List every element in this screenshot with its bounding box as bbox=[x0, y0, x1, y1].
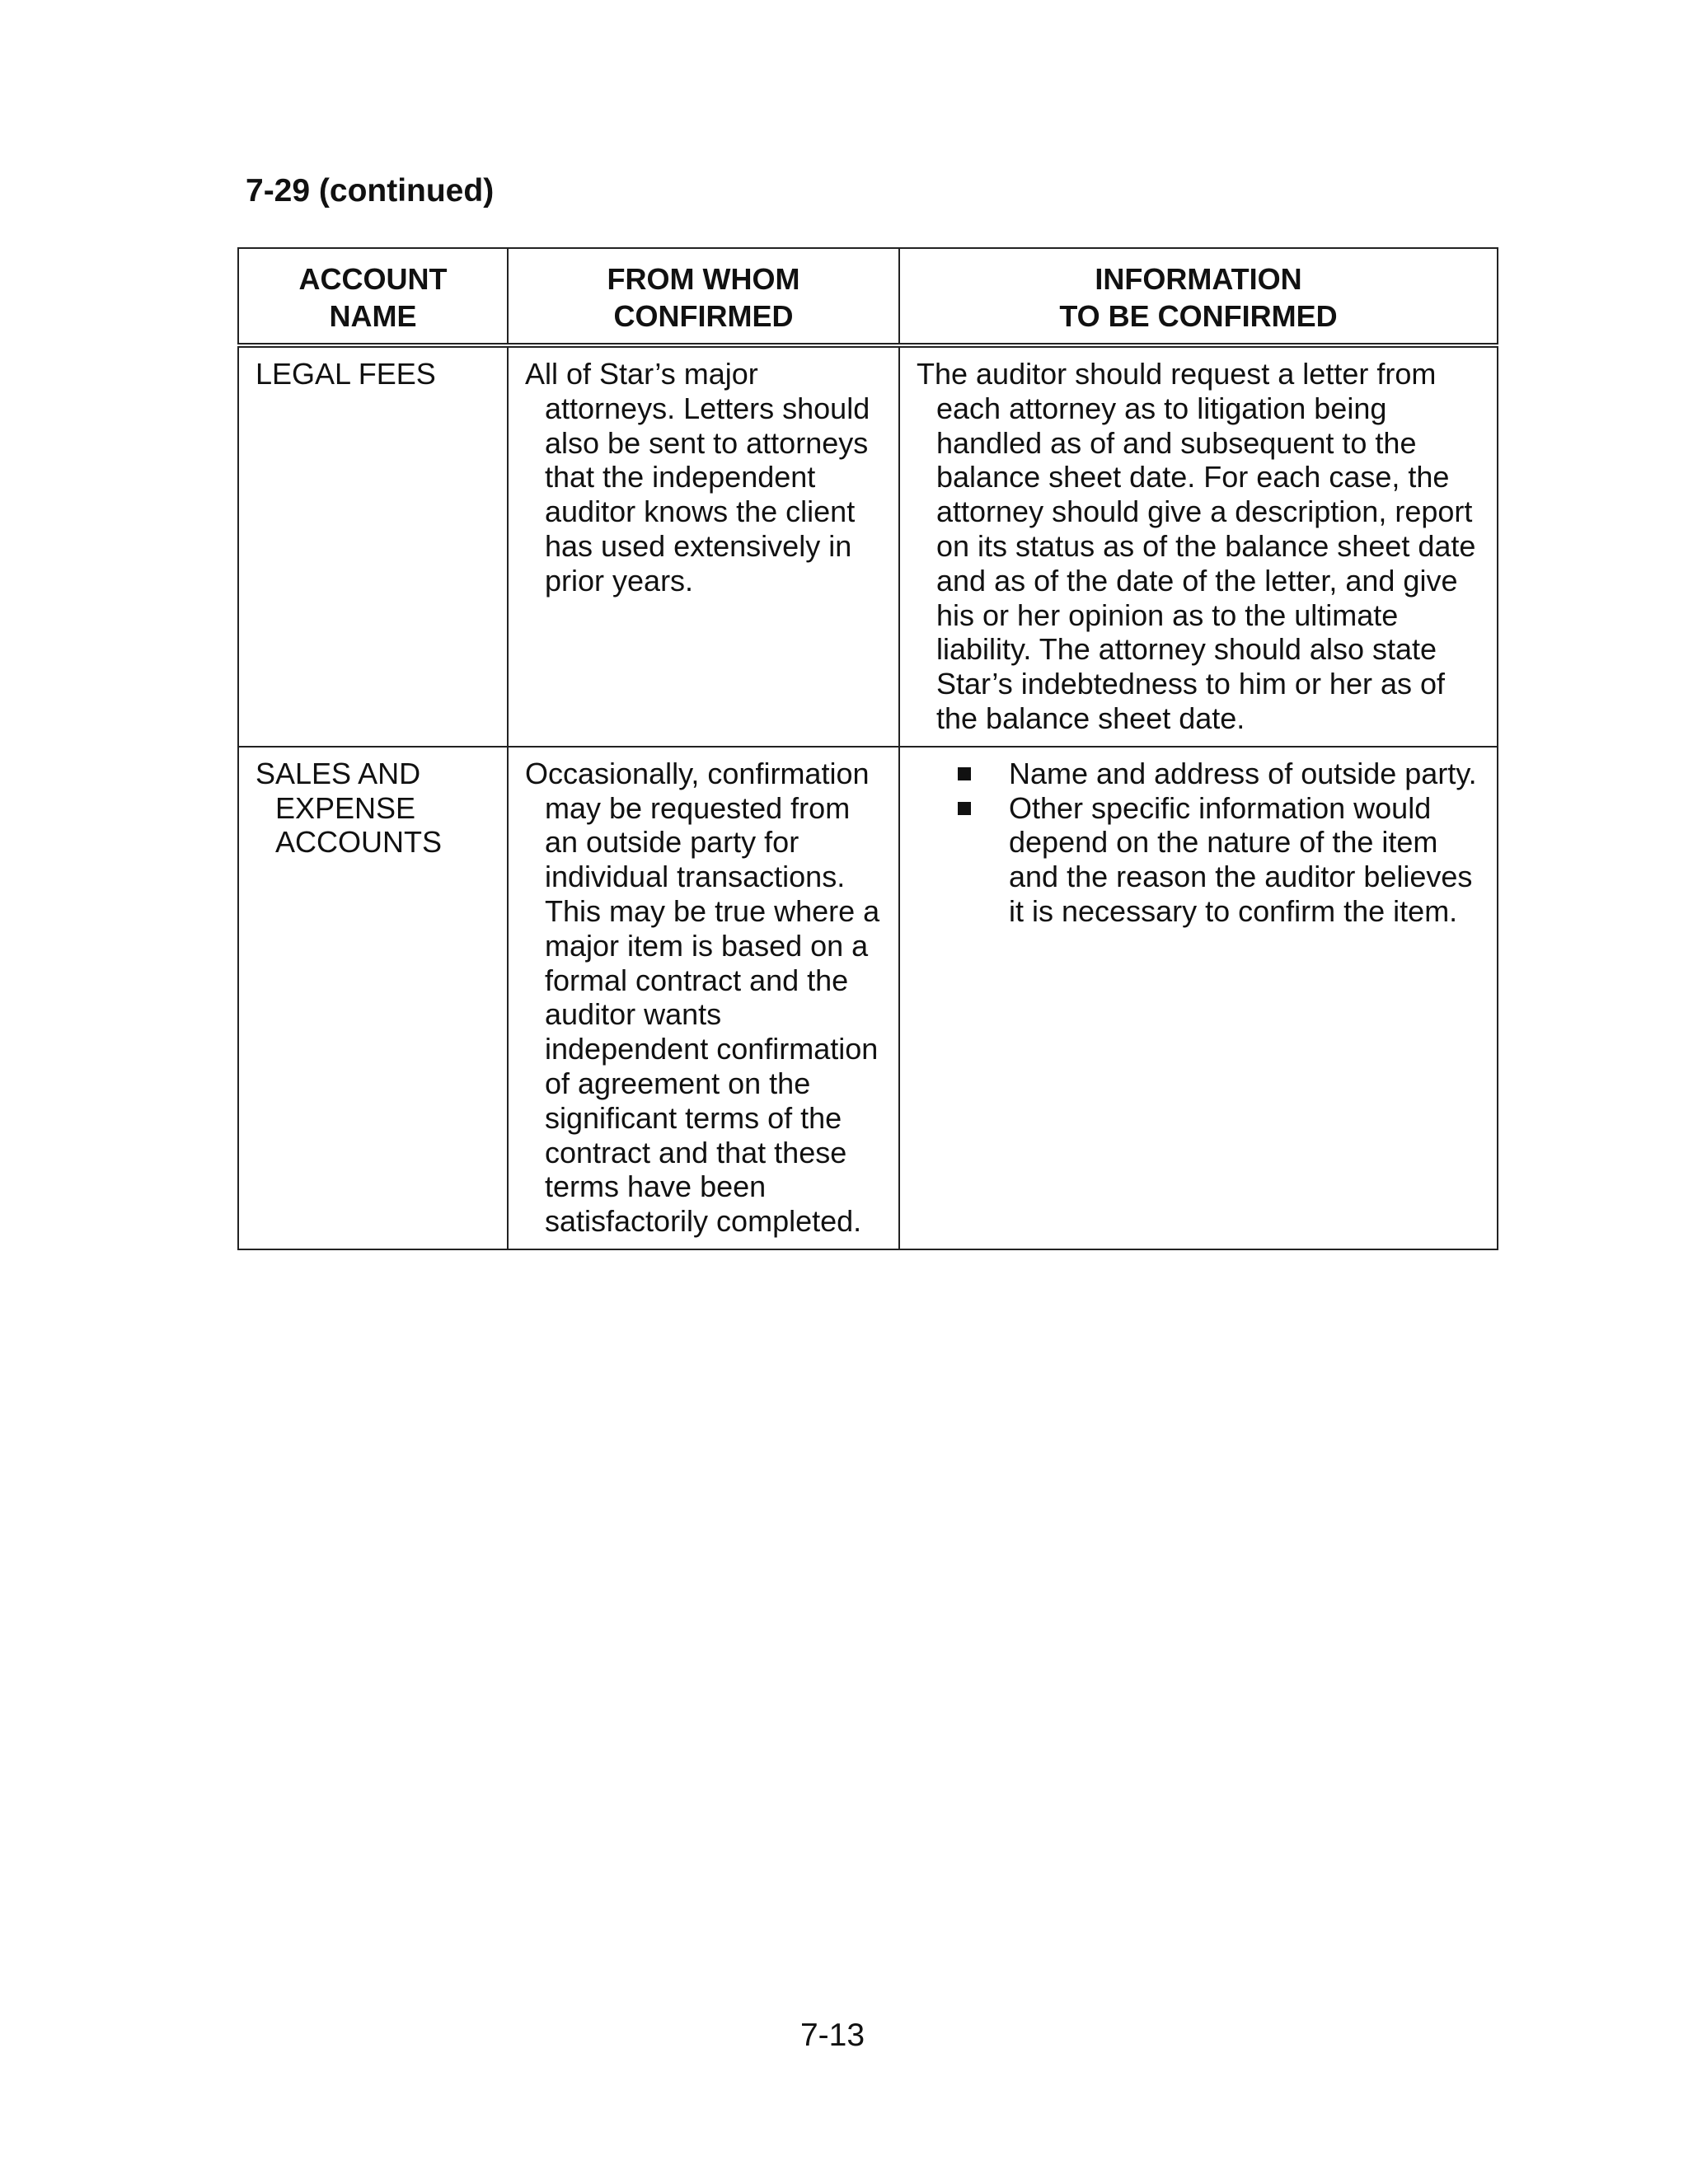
page-heading: 7-29 (continued) bbox=[246, 173, 495, 209]
header-line: CONFIRMED bbox=[613, 299, 794, 333]
header-line: NAME bbox=[329, 299, 417, 333]
account-name-text: SALES AND EXPENSE ACCOUNTS bbox=[256, 756, 443, 860]
bullet-text: Name and address of outside party. bbox=[1009, 756, 1477, 790]
header-line: ACCOUNT bbox=[298, 262, 448, 296]
confirmation-table bbox=[237, 247, 1498, 1250]
header-line: INFORMATION bbox=[1095, 262, 1302, 296]
square-bullet-icon bbox=[958, 767, 971, 780]
table-row bbox=[238, 747, 1498, 1249]
from-whom-text: All of Star’s major attorneys. Letters should also be sent to attorneys that the independent auditor knows the client has used extensively in prior years. bbox=[525, 357, 870, 598]
header-information bbox=[899, 248, 1498, 345]
table-header-row bbox=[238, 248, 1498, 345]
account-name-text: LEGAL FEES bbox=[256, 357, 436, 391]
information-cell bbox=[899, 747, 1498, 1249]
page-number: 7-13 bbox=[799, 2018, 865, 2053]
information-text: The auditor should request a letter from each attorney as to litigation being handled as of and subsequent to the balance sheet date. For each case, the attorney should give a description, report on its status as of the balance sheet date and as of the date of the letter, and give his or her opinion as to the ultimate liability. The attorney should also state Star’s indebtedness to him or her as of the balance sheet date. bbox=[917, 357, 1476, 735]
table-row bbox=[238, 345, 1498, 747]
header-from-whom bbox=[508, 248, 899, 345]
header-account-name bbox=[238, 248, 508, 345]
information-bullet-list bbox=[917, 757, 1484, 929]
from-whom-cell bbox=[508, 345, 899, 747]
list-item bbox=[958, 791, 1484, 929]
from-whom-cell bbox=[508, 747, 899, 1249]
account-name-cell bbox=[238, 747, 508, 1249]
from-whom-text: Occasionally, confirmation may be requested from an outside party for individual transactions. This may be true where a major item is based on a formal contract and the auditor wants independent confirmation of agreement on the significant terms of the contract and that these terms have been satisfactorily completed. bbox=[525, 756, 880, 1239]
square-bullet-icon bbox=[958, 802, 971, 815]
information-cell bbox=[899, 345, 1498, 747]
account-name-cell bbox=[238, 345, 508, 747]
list-item bbox=[958, 757, 1484, 791]
header-line: FROM WHOM bbox=[607, 262, 800, 296]
header-line: TO BE CONFIRMED bbox=[1059, 299, 1338, 333]
bullet-text: Other specific information would depend on the nature of the item and the reason the auditor believes it is necessary to confirm the item. bbox=[1009, 790, 1473, 928]
